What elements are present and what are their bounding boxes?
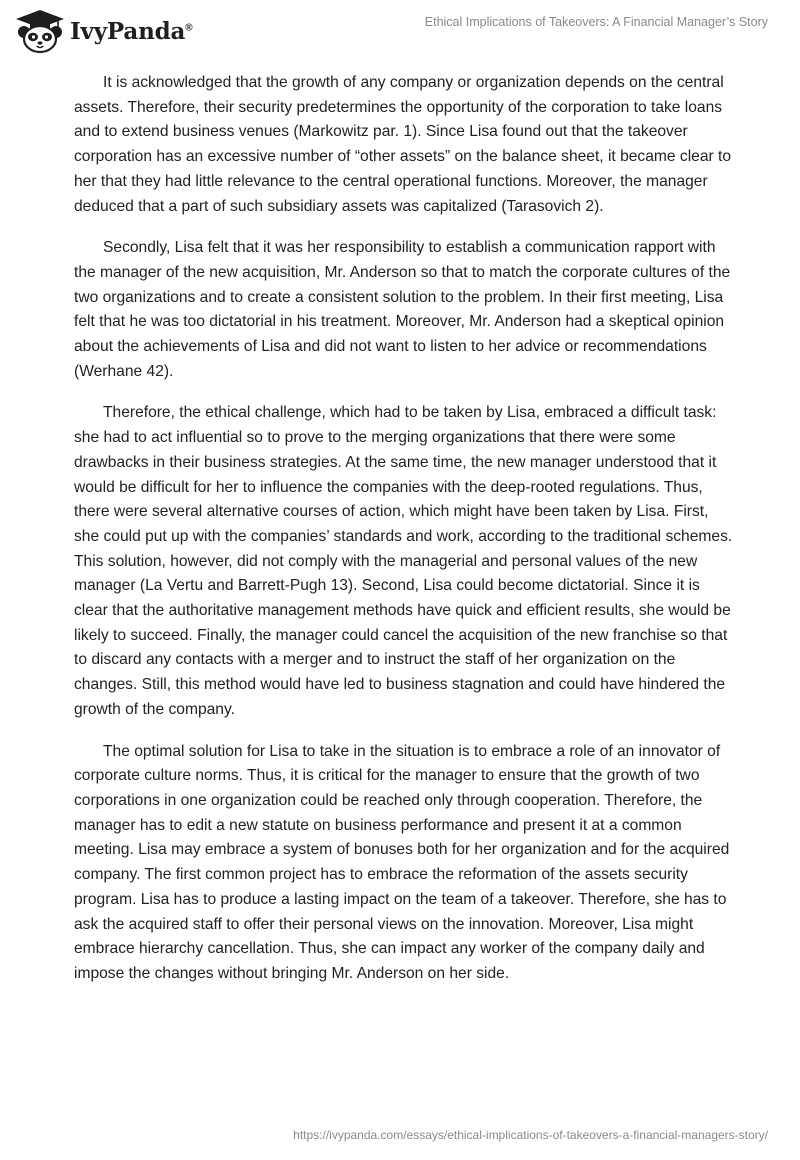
page-header — [0, 0, 800, 70]
paragraph: It is acknowledged that the growth of any company or organization depends on the central assets. Therefore, their security predetermines the opportunity of the corporation to take loans and to extend business venues (Markowitz par. 1). Since Lisa found out that the takeover corporation has an excessive number of “other assets” on the balance sheet, it became clear to her that they had little relevance to the central operational functions. Moreover, the manager deduced that a part of such subsidiary assets was capitalized (Tarasovich 2). — [74, 74, 732, 215]
source-url[interactable]: https://ivypanda.com/essays/ethical-implications-of-takeovers-a-financial-managers-story/ — [293, 1128, 768, 1142]
paragraph: Secondly, Lisa felt that it was her responsibility to establish a communication rapport with the manager of the new acquisition, Mr. Anderson so that to match the corporate cultures of the two organizations and to create a consistent solution to the problem. In their first meeting, Lisa felt that he was too dictatorial in his treatment. Moreover, Mr. Anderson had a skeptical opinion about the achievements of Lisa and did not want to listen to her advice or recommendations (Werhane 42). — [74, 239, 731, 380]
panda-graduate-icon — [14, 8, 66, 54]
paragraph: Therefore, the ethical challenge, which had to be taken by Lisa, embraced a difficult task: she had to act influential so to prove to the merging organizations that there were some drawbacks in their business strategies. At the same time, the new manager understood that it would be difficult for her to influence the companies with the deep-rooted regulations. Thus, there were several alternative courses of action, which might have been taken by Lisa. First, she could put up with the companies’ standards and work, according to the traditional schemes. This solution, however, did not comply with the managerial and personal values of the new manager (La Vertu and Barrett-Pugh 13). Second, Lisa could become dictatorial. Since it is clear that the authoritative management methods have quick and efficient results, she would be likely to succeed. Finally, the manager could cancel the acquisition of the new franchise so that to discard any contacts with a merger and to instruct the staff of her organization on the changes. Still, this method would have led to business stagnation and could have hindered the growth of the company. — [74, 404, 733, 718]
logo[interactable] — [14, 8, 192, 54]
essay-body — [74, 71, 734, 1004]
logo-text: IvyPanda® — [70, 17, 193, 45]
document-title: Ethical Implications of Takeovers: A Financial Manager’s Story — [424, 15, 768, 29]
paragraph: The optimal solution for Lisa to take in the situation is to embrace a role of an innovator of corporate culture norms. Thus, it is critical for the manager to ensure that the growth of two corporations in one organization could be reached only through cooperation. Therefore, the manager has to edit a new statute on business performance and present it at a common meeting. Lisa may embrace a system of bonuses both for her organization and for the acquired company. The first common project has to embrace the reformation of the assets security program. Lisa has to produce a lasting impact on the team of a takeover. Therefore, she has to ask the acquired staff to offer their personal views on the innovation. Moreover, Lisa might embrace hierarchy cancellation. Thus, she can impact any worker of the company daily and impose the changes without bringing Mr. Anderson on her side. — [74, 742, 730, 982]
